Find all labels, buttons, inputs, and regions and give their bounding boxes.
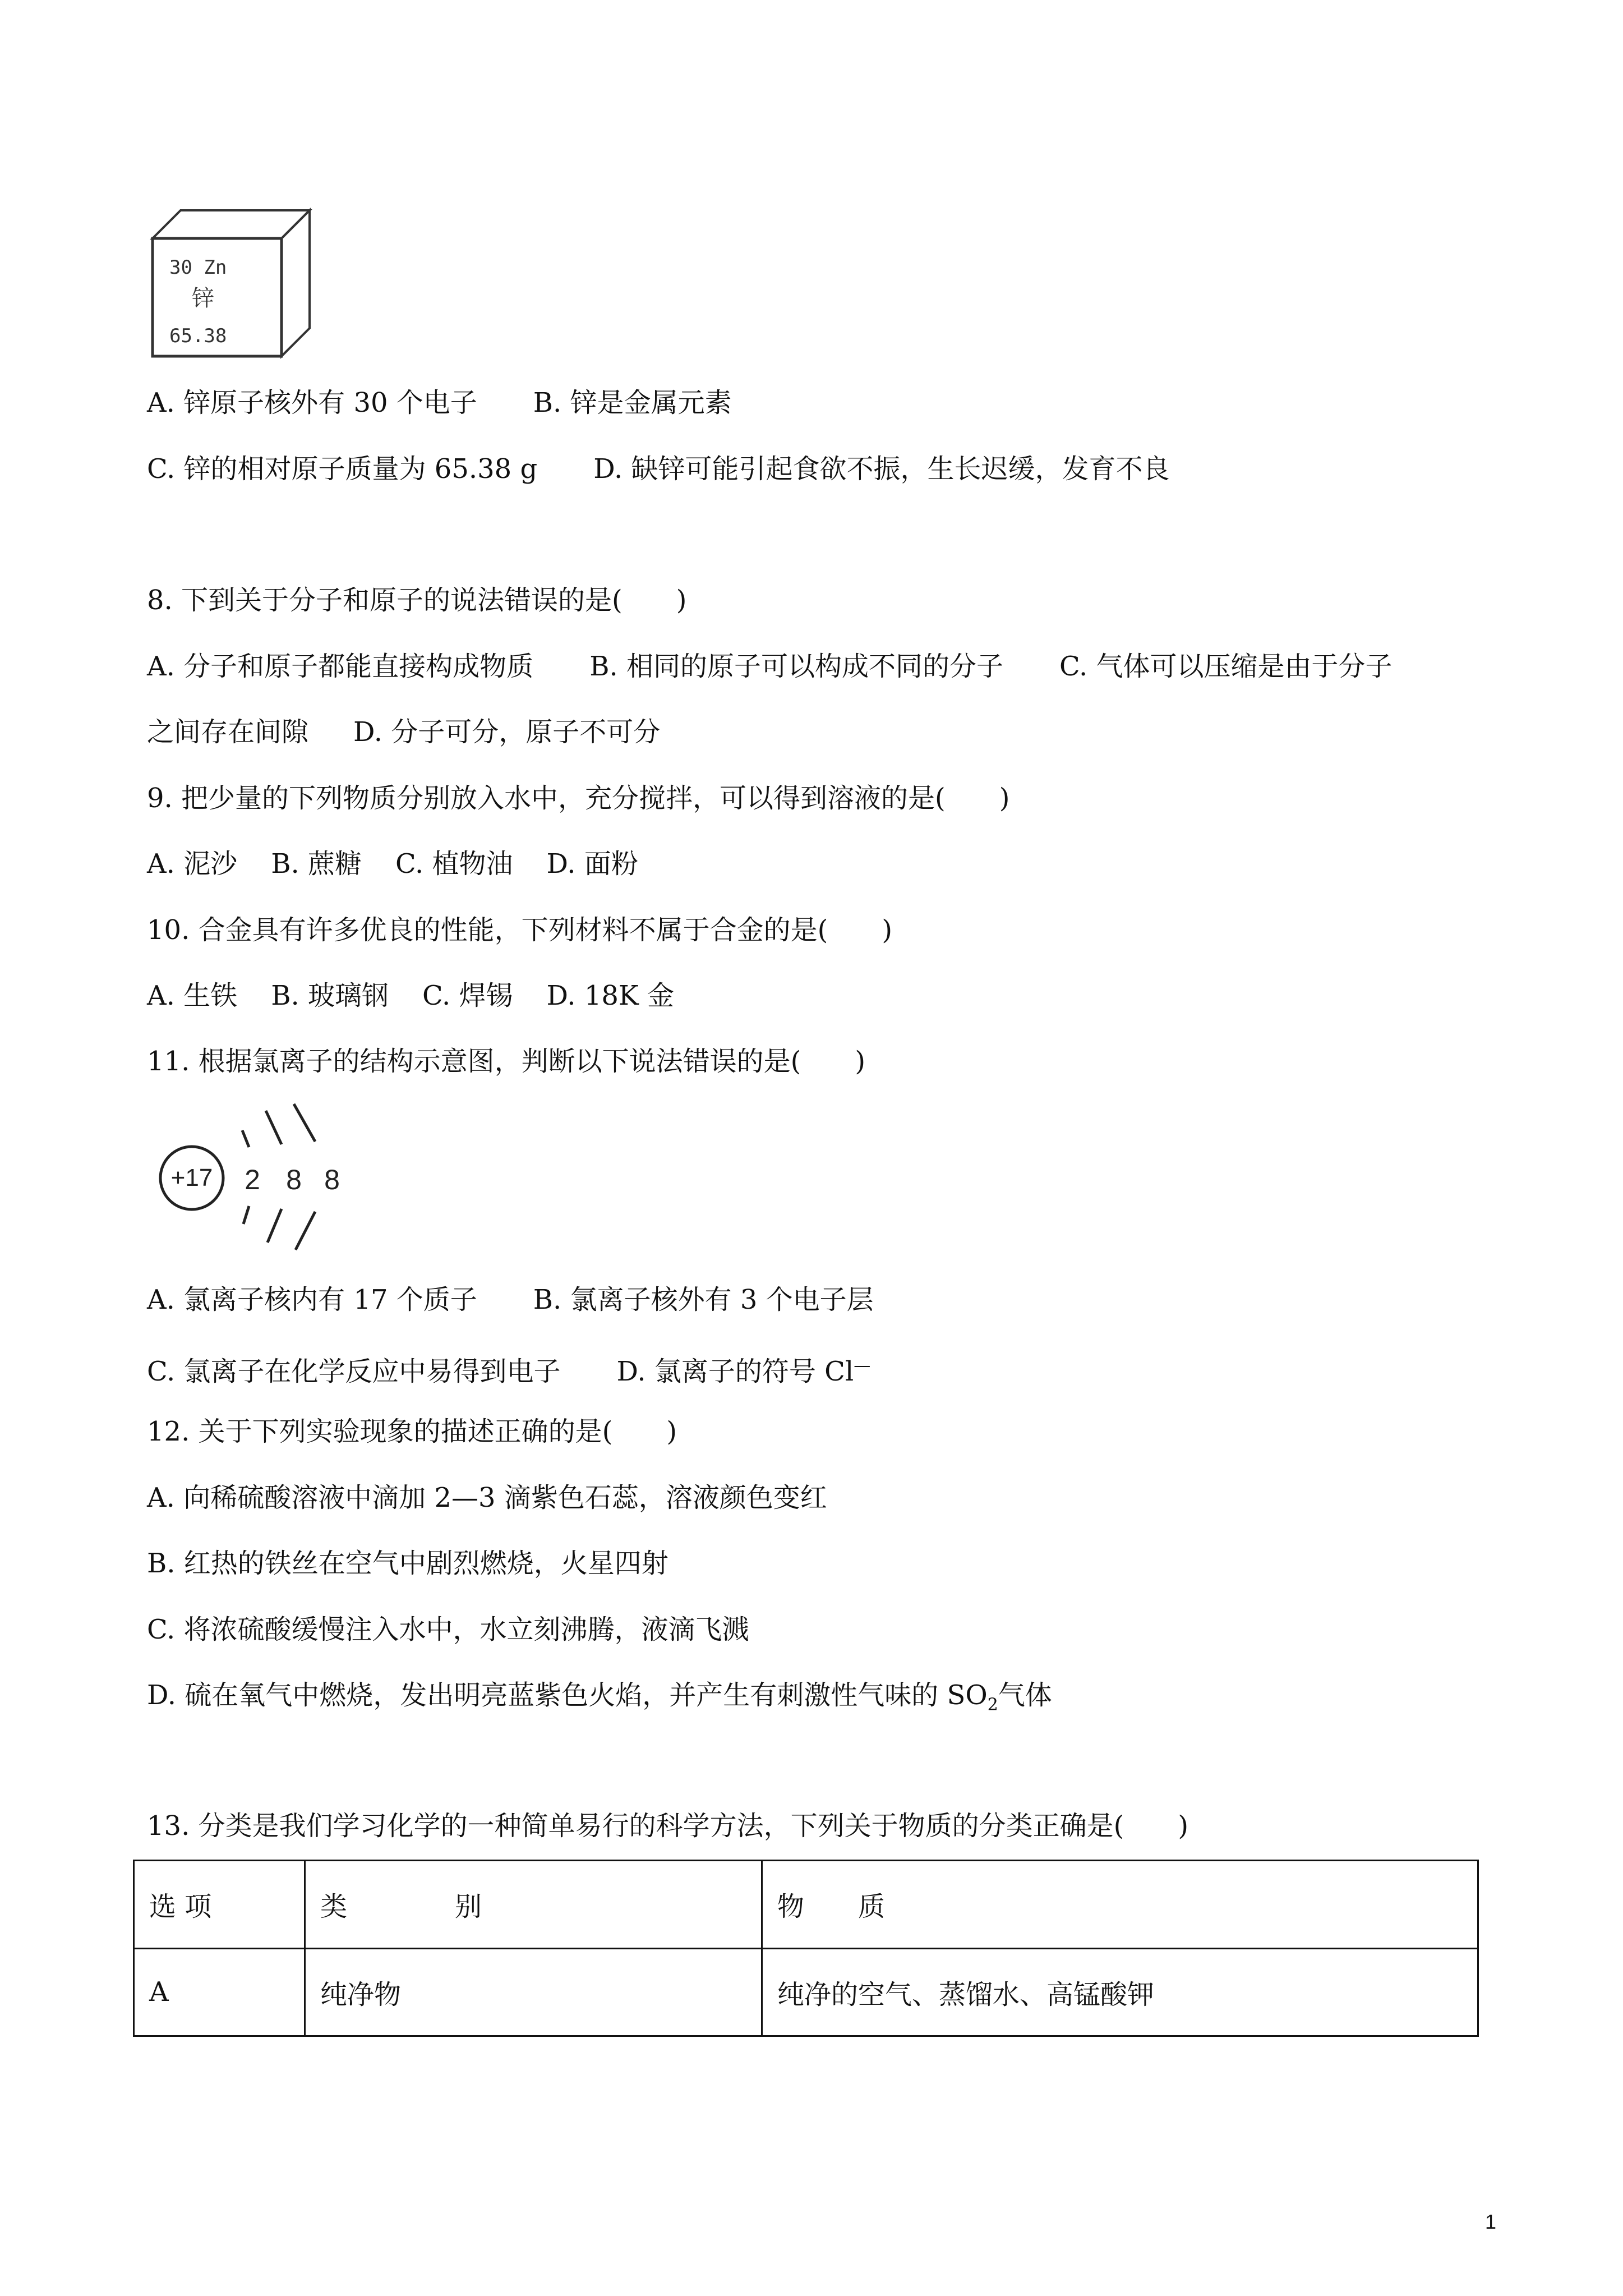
row-a-category: 纯净物 xyxy=(305,1948,762,2036)
table-header-row xyxy=(134,1861,1478,1949)
shell-2-upper-arc xyxy=(266,1111,282,1144)
shell-3-lower-arc xyxy=(296,1212,315,1250)
q7-options-row-2 xyxy=(147,452,1170,486)
q11-option-c: C. 氯离子在化学反应中易得到电子 xyxy=(147,1356,561,1387)
q8-options-row-1 xyxy=(147,650,1393,683)
header-category: 类 别 xyxy=(305,1861,762,1949)
q11-options-row-1 xyxy=(147,1283,874,1317)
q12-stem: 12. 关于下列实验现象的描述正确的是( ) xyxy=(147,1416,677,1447)
nucleus-charge: +17 xyxy=(170,1164,213,1191)
q9-stem: 9. 把少量的下列物质分别放入水中，充分搅拌，可以得到溶液的是( ) xyxy=(147,783,1010,814)
zinc-number-symbol: 30 Zn xyxy=(169,256,227,279)
q10-option-c: C. 焊锡 xyxy=(422,980,513,1011)
q8-option-a: A. 分子和原子都能直接构成物质 xyxy=(147,651,534,682)
shell-1-upper-arc xyxy=(242,1130,249,1147)
q12-option-b: B. 红热的铁丝在空气中剧烈燃烧，火星四射 xyxy=(147,1548,668,1579)
row-a-option: A xyxy=(134,1948,305,2036)
shell-3-upper-arc xyxy=(294,1104,315,1142)
q7-option-d: D. 缺锌可能引起食欲不振，生长迟缓，发育不良 xyxy=(593,453,1170,485)
q12-option-c: C. 将浓硫酸缓慢注入水中，水立刻沸腾，液滴飞溅 xyxy=(147,1614,749,1645)
shell-1-lower-arc xyxy=(243,1206,249,1224)
q7-options-row-1 xyxy=(147,386,732,420)
q11-option-d: D. 氯离子的符号 Cl— xyxy=(616,1356,871,1387)
q8-options-row-2 xyxy=(147,715,660,749)
q10-option-a: A. 生铁 xyxy=(147,980,238,1011)
q11-option-b: B. 氯离子核外有 3 个电子层 xyxy=(533,1284,874,1315)
q10-options xyxy=(147,979,674,1013)
q13-classification-table xyxy=(133,1860,1479,2037)
q10-option-b: B. 玻璃钢 xyxy=(271,980,389,1011)
q7-option-b: B. 锌是金属元素 xyxy=(533,387,732,418)
shell-2-electrons: 8 xyxy=(286,1164,302,1195)
q11-stem: 11. 根据氯离子的结构示意图，判断以下说法错误的是( ) xyxy=(147,1046,866,1077)
header-option: 选 项 xyxy=(134,1861,305,1949)
q8-stem: 8. 下到关于分子和原子的说法错误的是( ) xyxy=(147,585,687,616)
header-substance: 物 质 xyxy=(762,1861,1478,1949)
zinc-name: 锌 xyxy=(192,286,214,311)
q9-option-d: D. 面粉 xyxy=(546,848,638,880)
shell-1-electrons: 2 xyxy=(245,1164,260,1195)
table-row xyxy=(134,1948,1478,2036)
q9-option-b: B. 蔗糖 xyxy=(271,848,362,880)
zinc-element-card-figure xyxy=(147,208,315,359)
q8-option-c: C. 气体可以压缩是由于分子 xyxy=(1059,651,1393,682)
q12-option-d: D. 硫在氧气中燃烧，发出明亮蓝紫色火焰，并产生有刺激性气味的 $SO_2$气体 xyxy=(147,1680,1052,1715)
q13-stem: 13. 分类是我们学习化学的一种简单易行的科学方法，下列关于物质的分类正确是( ) xyxy=(147,1810,1189,1842)
row-a-substances: 纯净的空气、蒸馏水、高锰酸钾 xyxy=(762,1948,1478,2036)
q9-option-c: C. 植物油 xyxy=(395,848,513,880)
q9-option-a: A. 泥沙 xyxy=(147,848,238,880)
q8-option-b: B. 相同的原子可以构成不同的分子 xyxy=(589,651,1003,682)
q10-option-d: D. 18K 金 xyxy=(546,980,675,1011)
shell-3-electrons: 8 xyxy=(324,1164,340,1195)
q12-option-a: A. 向稀硫酸溶液中滴加 2—3 滴紫色石蕊，溶液颜色变红 xyxy=(147,1482,827,1513)
q11-option-a: A. 氯离子核内有 17 个质子 xyxy=(147,1284,477,1315)
shell-2-lower-arc xyxy=(268,1209,282,1243)
page-number: 1 xyxy=(1485,2210,1497,2233)
zinc-mass: 65.38 xyxy=(169,325,227,347)
q7-option-c: C. 锌的相对原子质量为 65.38 g xyxy=(147,453,538,485)
q8-option-d: D. 分子可分，原子不可分 xyxy=(353,716,661,748)
q11-options-row-2 xyxy=(147,1349,870,1388)
chloride-ion-structure-diagram xyxy=(147,1099,382,1257)
q10-stem: 10. 合金具有许多优良的性能，下列材料不属于合金的是( ) xyxy=(147,914,893,946)
q7-option-a: A. 锌原子核外有 30 个电子 xyxy=(147,387,477,418)
q8-option-c-continued: 之间存在间隙 xyxy=(147,716,309,748)
q9-options xyxy=(147,847,638,881)
